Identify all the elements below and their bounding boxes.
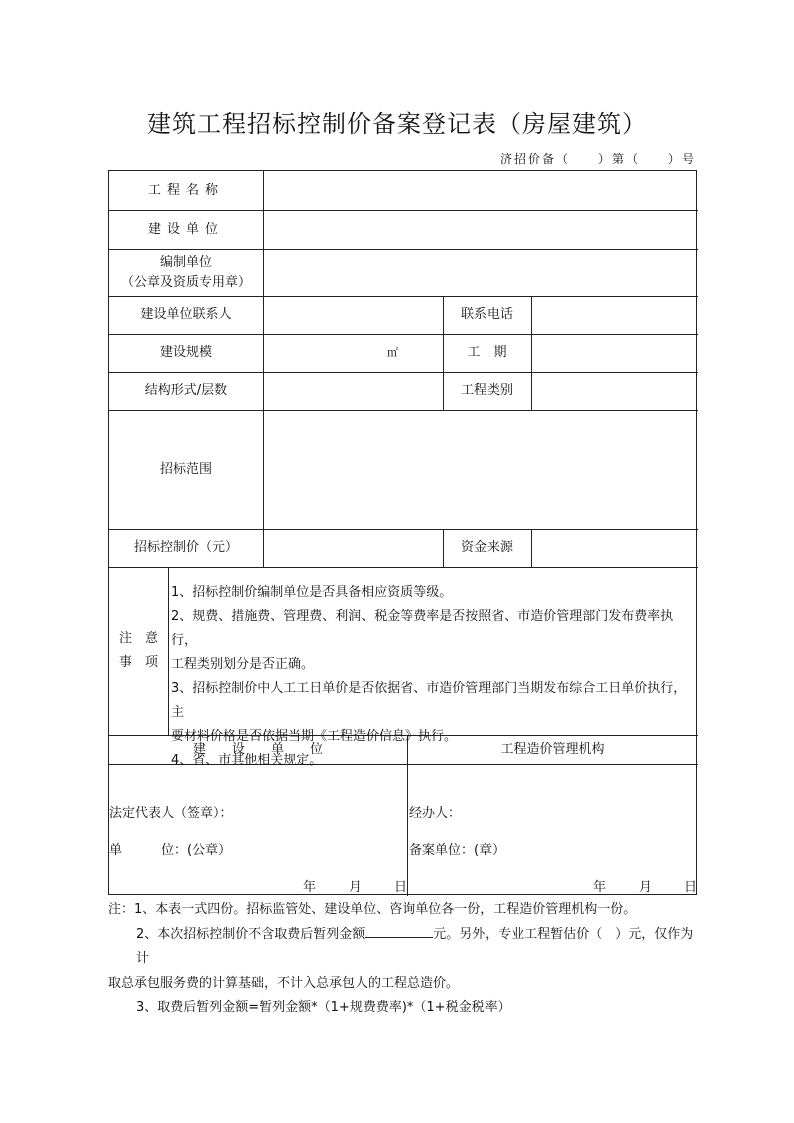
- left-month: 月: [349, 880, 363, 895]
- project-name-label: 工程名称: [147, 182, 224, 198]
- column-divider: [531, 296, 532, 410]
- footer-line-4: 3、取费后暂列金额=暂列金额*（1+规费费率)*（1+税金税率）: [136, 1000, 511, 1015]
- document-number: 济招价备（ ）第（ ）号: [499, 152, 696, 166]
- funding-label: 资金来源: [460, 540, 513, 555]
- footer-line-2b: 元。另外，专业工程暂估价（ ）元，仅作为计: [136, 926, 694, 966]
- compiler-unit-text: 编制单位: [159, 254, 212, 270]
- right-day: 日: [684, 880, 698, 895]
- column-divider: [263, 171, 264, 567]
- form-title: 建筑工程招标控制价备案登记表（房屋建筑）: [147, 110, 647, 138]
- right-year: 年: [593, 880, 607, 895]
- construction-unit-label: 建设单位: [147, 221, 224, 237]
- note-item: 3、招标控制价中人工工日单价是否依据省、市造价管理部门当期发布综合工日单价执行，主: [171, 681, 687, 720]
- contact-person-label: 建设单位联系人: [140, 307, 232, 322]
- handler-label: 经办人：: [409, 806, 462, 821]
- scale-label: 建设规模: [159, 345, 212, 360]
- registration-form-table: [108, 170, 697, 895]
- cost-management-header: 工程造价管理机构: [500, 741, 605, 757]
- compiler-unit-label: [109, 249, 263, 296]
- footer-line-3: 取总承包服务费的计算基础，不计入总承包人的工程总造价。: [108, 975, 460, 991]
- phone-label: 联系电话: [460, 307, 513, 322]
- period-label: 工 期: [467, 345, 507, 360]
- square-meter-unit: ㎡: [387, 346, 398, 359]
- record-unit-label: 备案单位：(章）: [409, 843, 506, 858]
- notes-label-line2: 事 项: [118, 655, 158, 670]
- right-month: 月: [639, 880, 653, 895]
- amount-blank: [365, 923, 433, 938]
- column-divider: [168, 567, 169, 735]
- note-item: 1、招标控制价编制单位是否具备相应资质等级。: [171, 585, 453, 600]
- notes-label: [109, 567, 168, 735]
- unit-seal-label: 单 位：(公章）: [109, 843, 232, 858]
- footer-line-2: [108, 923, 698, 972]
- note-item: 要材料价格是否依据当期《工程造价信息》执行。: [171, 729, 458, 744]
- left-day: 日: [394, 880, 408, 895]
- construction-unit-sign-header: 建 设 单 位: [192, 741, 323, 757]
- control-price-label: 招标控制价（元）: [133, 540, 238, 555]
- left-year: 年: [303, 880, 317, 895]
- legal-representative-label: 法定代表人（签章）：: [109, 806, 233, 821]
- footer-line-2a: 2、本次招标控制价不含取费后暂列金额: [136, 926, 366, 942]
- category-label: 工程类别: [460, 383, 513, 398]
- notes-content: [171, 581, 693, 773]
- structure-label: 结构形式/层数: [144, 383, 228, 398]
- footer-notes: [108, 898, 698, 1021]
- notes-label-line1: 注 意: [118, 631, 158, 646]
- note-item: 2、规费、措施费、管理费、利润、税金等费率是否按照省、市造价管理部门发布费率执行，: [171, 609, 674, 648]
- scope-label: 招标范围: [159, 461, 212, 477]
- compiler-unit-note: （公章及资质专用章）: [120, 274, 251, 290]
- row-divider: [109, 567, 698, 568]
- note-item: 工程类别划分是否正确。: [171, 657, 315, 672]
- column-divider: [531, 529, 532, 567]
- note-item: 4、省、市其他相关规定。: [171, 753, 323, 768]
- footer-line-1: 注：1、本表一式四份。招标监管处、建设单位、咨询单位各一份，工程造价管理机构一份。: [108, 902, 637, 917]
